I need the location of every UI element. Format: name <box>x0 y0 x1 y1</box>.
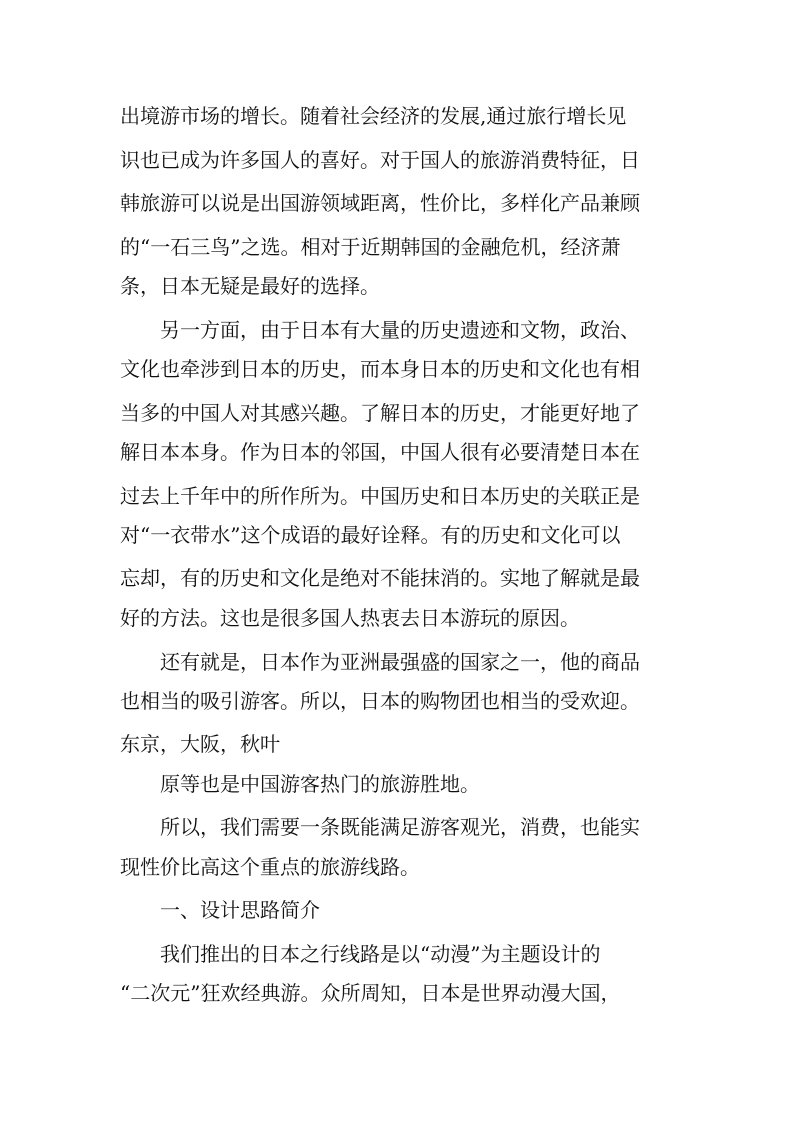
paragraph-start-line: 所以，我们需要一条既能满足游客观光，消费，也能实 <box>160 815 640 839</box>
paragraph-start-line: 另一方面，由于日本有大量的历史遗迹和文物，政治、 <box>160 318 640 342</box>
text-line: “二次元”狂欢经典游。众所周知，日本是世界动漫大国， <box>120 981 621 1005</box>
text-line: 现性价比高这个重点的旅游线路。 <box>120 855 420 879</box>
text-line: 忘却，有的历史和文化是绝对不能抹消的。实地了解就是最 <box>120 566 640 590</box>
text-line: 对“一衣带水”这个成语的最好诠释。有的历史和文化可以 <box>120 523 621 547</box>
text-line: 当多的中国人对其感兴趣。了解日本的历史，才能更好地了 <box>120 401 640 425</box>
text-line: 条，日本无疑是最好的选择。 <box>120 274 380 298</box>
text-line: 解日本本身。作为日本的邻国，中国人很有必要清楚日本在 <box>120 440 640 464</box>
text-line: 文化也牵涉到日本的历史，而本身日本的历史和文化也有相 <box>120 357 640 381</box>
text-line: 的“一石三鸟”之选。相对于近期韩国的金融危机，经济萧 <box>120 235 621 259</box>
paragraph-start-line: 原等也是中国游客热门的旅游胜地。 <box>160 772 480 796</box>
text-line: 出境游市场的增长。随着社会经济的发展,通过旅行增长见 <box>120 104 627 128</box>
text-line: 识也已成为许多国人的喜好。对于国人的旅游消费特征，日 <box>120 148 640 172</box>
text-line: 东京，大阪，秋叶 <box>120 732 280 756</box>
paragraph-start-line: 还有就是，日本作为亚洲最强盛的国家之一，他的商品 <box>160 650 640 674</box>
paragraph-start-line: 我们推出的日本之行线路是以“动漫”为主题设计的 <box>160 942 601 966</box>
text-line: 过去上千年中的所作所为。中国历史和日本历史的关联正是 <box>120 484 640 508</box>
text-line: 好的方法。这也是很多国人热衷去日本游玩的原因。 <box>120 606 580 630</box>
section-heading: 一、设计思路简介 <box>160 898 320 922</box>
text-line: 也相当的吸引游客。所以，日本的购物团也相当的受欢迎。 <box>120 689 640 713</box>
text-line: 韩旅游可以说是出国游领域距离，性价比，多样化产品兼顾 <box>120 191 640 215</box>
